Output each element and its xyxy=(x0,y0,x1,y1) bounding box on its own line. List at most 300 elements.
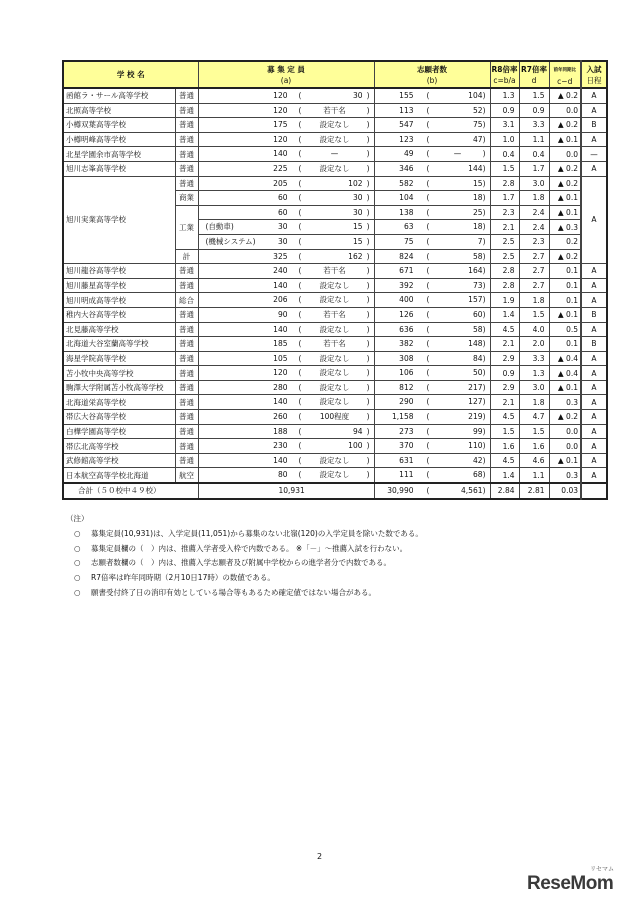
close-paren: ) xyxy=(482,295,486,305)
open-paren: ( xyxy=(426,251,430,261)
app-value: 582 xyxy=(399,178,414,188)
header-entry-label: 入試 xyxy=(586,64,602,74)
table-row xyxy=(63,351,607,366)
open-paren: ( xyxy=(298,236,302,246)
r7-ratio: 1.3 xyxy=(519,366,549,381)
open-paren: ( xyxy=(298,251,302,261)
app-paren-value: 157 xyxy=(468,295,483,305)
exam-schedule: A xyxy=(581,322,607,337)
capacity-cell xyxy=(198,220,374,235)
cap-value: 230 xyxy=(273,441,288,451)
open-paren: ( xyxy=(426,455,430,465)
close-paren: ) xyxy=(366,134,370,144)
app-paren-value: 217 xyxy=(468,382,483,392)
table-row xyxy=(63,161,607,176)
r8-ratio: 4.5 xyxy=(490,410,519,425)
course-type: 普通 xyxy=(175,380,198,395)
r7-ratio: 4.6 xyxy=(519,453,549,468)
r7-ratio: 1.5 xyxy=(519,424,549,439)
school-name: 旭川明成高等学校 xyxy=(63,293,175,308)
close-paren: ) xyxy=(366,339,370,349)
exam-schedule: A xyxy=(581,132,607,147)
total-capacity: 10,931 xyxy=(198,483,374,499)
total-label: 合計（５０校中４９校） xyxy=(63,483,198,499)
open-paren: ( xyxy=(298,280,302,290)
cap-value: 30 xyxy=(277,222,288,232)
close-paren: ) xyxy=(482,266,486,276)
applicants-cell xyxy=(374,439,490,454)
table-row xyxy=(63,118,607,133)
close-paren: ) xyxy=(366,295,370,305)
school-name: 北星学園余市高等学校 xyxy=(63,147,175,162)
app-value: 63 xyxy=(403,222,414,232)
app-value: 671 xyxy=(399,266,414,276)
applicants-cell xyxy=(374,395,490,410)
app-paren-value: 110 xyxy=(468,441,483,451)
r8-ratio: 0.9 xyxy=(490,366,519,381)
app-value: 308 xyxy=(399,353,414,363)
capacity-cell xyxy=(198,191,374,206)
close-paren: ) xyxy=(482,120,486,130)
app-value: 636 xyxy=(399,324,414,334)
header-applicants-label: 志願者数 xyxy=(417,64,447,74)
capacity-cell xyxy=(198,103,374,118)
close-paren: ) xyxy=(366,397,370,407)
r7-ratio: 3.3 xyxy=(519,351,549,366)
exam-schedule: A xyxy=(581,88,607,103)
close-paren: ) xyxy=(482,470,486,480)
close-paren: ) xyxy=(482,426,486,436)
app-value: 123 xyxy=(399,134,414,144)
app-paren-value: 73 xyxy=(472,280,483,290)
exam-schedule: B xyxy=(581,118,607,133)
r7-ratio: 1.8 xyxy=(519,191,549,206)
app-paren-value: 144 xyxy=(468,163,483,173)
course-type: 普通 xyxy=(175,147,198,162)
cap-paren-value: 若干名 xyxy=(323,105,346,115)
open-paren: ( xyxy=(298,266,302,276)
applicant-ratio-table xyxy=(62,60,608,500)
school-name: 旭川藤星高等学校 xyxy=(63,278,175,293)
ratio-diff: 0.3 xyxy=(549,468,581,483)
close-paren: ) xyxy=(366,368,370,378)
note-text: 願書受付終了日の消印有効としている場合等もあるため確定値ではない場合がある。 xyxy=(91,587,376,597)
cap-value: 80 xyxy=(277,470,288,480)
cap-value: 140 xyxy=(273,324,288,334)
note-bullet-icon: ○ xyxy=(74,573,81,583)
exam-schedule: A xyxy=(581,176,607,264)
app-value: 631 xyxy=(399,455,414,465)
cap-value: 260 xyxy=(273,412,288,422)
app-paren-value: 7 xyxy=(477,236,483,246)
exam-schedule: A xyxy=(581,439,607,454)
open-paren: ( xyxy=(298,470,302,480)
ratio-diff: ▲ 0.1 xyxy=(549,205,581,220)
exam-schedule: A xyxy=(581,395,607,410)
cap-paren-value: 102 xyxy=(348,178,363,188)
app-value: 370 xyxy=(399,441,414,451)
cap-value: 140 xyxy=(273,455,288,465)
r7-ratio: 1.1 xyxy=(519,132,549,147)
course-type: 普通 xyxy=(175,161,198,176)
exam-schedule: — xyxy=(581,147,607,162)
applicants-cell xyxy=(374,234,490,249)
school-name: 稚内大谷高等学校 xyxy=(63,307,175,322)
open-paren: ( xyxy=(426,163,430,173)
exam-schedule: A xyxy=(581,424,607,439)
app-paren-value: 84 xyxy=(472,353,483,363)
cap-value: 120 xyxy=(273,134,288,144)
applicants-cell xyxy=(374,176,490,191)
app-paren-value: 42 xyxy=(472,455,483,465)
header-school-label: 学 校 名 xyxy=(116,70,145,79)
app-value: 1,158 xyxy=(392,412,414,422)
open-paren: ( xyxy=(426,397,430,407)
note-bullet-icon: ○ xyxy=(74,587,81,597)
capacity-cell xyxy=(198,293,374,308)
header-diff-label: 前年同期比 xyxy=(553,67,576,73)
app-value: 812 xyxy=(399,382,414,392)
applicants-cell xyxy=(374,337,490,352)
cap-value: 206 xyxy=(273,295,288,305)
header-school xyxy=(63,61,198,88)
header-applicants xyxy=(374,61,490,88)
app-value: 273 xyxy=(399,426,414,436)
r8-ratio: 4.5 xyxy=(490,453,519,468)
open-paren: ( xyxy=(298,382,302,392)
r7-ratio: 2.7 xyxy=(519,278,549,293)
table-row xyxy=(63,337,607,352)
cap-value: 140 xyxy=(273,280,288,290)
cap-paren-value: 若干名 xyxy=(323,339,346,349)
course-type: 普通 xyxy=(175,88,198,103)
applicants-cell xyxy=(374,380,490,395)
r7-ratio: 2.4 xyxy=(519,205,549,220)
cap-paren-value: 設定なし xyxy=(319,470,350,480)
applicants-cell xyxy=(374,307,490,322)
open-paren: ( xyxy=(426,207,430,217)
close-paren: ) xyxy=(482,105,486,115)
note-bullet-icon: ○ xyxy=(74,558,81,568)
app-value: 824 xyxy=(399,251,414,261)
ratio-diff: ▲ 0.1 xyxy=(549,191,581,206)
cap-paren-value: 若干名 xyxy=(323,266,346,276)
close-paren: ) xyxy=(366,120,370,130)
course-type: 普通 xyxy=(175,410,198,425)
cap-paren-value: 30 xyxy=(352,91,363,100)
cap-paren-value: 設定なし xyxy=(319,382,350,392)
applicants-cell xyxy=(374,161,490,176)
close-paren: ) xyxy=(366,222,370,232)
cap-paren-value: 100 xyxy=(348,441,363,451)
exam-schedule: A xyxy=(581,278,607,293)
capacity-cell xyxy=(198,351,374,366)
r8-ratio: 2.8 xyxy=(490,264,519,279)
app-paren-value: 148 xyxy=(468,339,483,349)
cap-value: 140 xyxy=(273,149,288,159)
capacity-cell xyxy=(198,410,374,425)
r8-ratio: 2.5 xyxy=(490,249,519,264)
table-row xyxy=(63,307,607,322)
close-paren: ) xyxy=(366,266,370,276)
r8-ratio: 1.0 xyxy=(490,132,519,147)
open-paren: ( xyxy=(426,266,430,276)
close-paren: ) xyxy=(366,309,370,319)
school-name: 北海道栄高等学校 xyxy=(63,395,175,410)
open-paren: ( xyxy=(426,470,430,480)
open-paren: ( xyxy=(426,178,430,188)
open-paren: ( xyxy=(426,368,430,378)
r8-ratio: 3.1 xyxy=(490,118,519,133)
close-paren: ) xyxy=(482,353,486,363)
exam-schedule: B xyxy=(581,307,607,322)
close-paren: ) xyxy=(482,309,486,319)
ratio-diff: ▲ 0.4 xyxy=(549,351,581,366)
applicants-cell xyxy=(374,88,490,103)
note-item xyxy=(66,556,423,571)
exam-schedule: A xyxy=(581,293,607,308)
r7-ratio: 4.0 xyxy=(519,322,549,337)
r8-ratio: 0.9 xyxy=(490,103,519,118)
app-value: 382 xyxy=(399,339,414,349)
header-r8-label: R8倍率 xyxy=(491,64,518,74)
r8-ratio: 4.5 xyxy=(490,322,519,337)
capacity-cell xyxy=(198,176,374,191)
open-paren: ( xyxy=(298,353,302,363)
total-entry xyxy=(581,483,607,499)
ratio-diff: 0.1 xyxy=(549,293,581,308)
cap-paren-value: 15 xyxy=(352,222,363,232)
course-type: 航空 xyxy=(175,468,198,483)
r8-ratio: 2.9 xyxy=(490,380,519,395)
ratio-diff: ▲ 0.1 xyxy=(549,453,581,468)
open-paren: ( xyxy=(298,339,302,349)
cap-paren-value: 94 xyxy=(352,426,363,436)
capacity-cell xyxy=(198,147,374,162)
course-type: 普通 xyxy=(175,322,198,337)
capacity-cell xyxy=(198,132,374,147)
app-value: 155 xyxy=(399,91,414,100)
app-paren-value: 58 xyxy=(472,251,483,261)
ratio-diff: ▲ 0.2 xyxy=(549,176,581,191)
open-paren: ( xyxy=(426,149,430,159)
school-name: 苫小牧中央高等学校 xyxy=(63,366,175,381)
capacity-cell xyxy=(198,161,374,176)
app-paren-value: 60 xyxy=(472,309,483,319)
close-paren: ) xyxy=(366,236,370,246)
r7-ratio: 1.8 xyxy=(519,395,549,410)
app-value: 106 xyxy=(399,368,414,378)
cap-paren-value: 設定なし xyxy=(319,455,350,465)
cap-value: 225 xyxy=(273,163,288,173)
applicants-cell xyxy=(374,453,490,468)
applicants-cell xyxy=(374,278,490,293)
total-app-paren: 4,561 xyxy=(461,486,483,496)
capacity-cell xyxy=(198,468,374,483)
applicants-cell xyxy=(374,191,490,206)
close-paren: ) xyxy=(482,280,486,290)
r8-ratio: 1.4 xyxy=(490,307,519,322)
exam-schedule: A xyxy=(581,468,607,483)
applicants-cell xyxy=(374,366,490,381)
capacity-cell xyxy=(198,322,374,337)
cap-value: 90 xyxy=(277,309,288,319)
ratio-diff: ▲ 0.2 xyxy=(549,88,581,103)
open-paren: ( xyxy=(298,178,302,188)
cap-paren-value: 100程度 xyxy=(319,412,350,422)
app-value: 400 xyxy=(399,295,414,305)
course-type: 普通 xyxy=(175,278,198,293)
close-paren: ) xyxy=(366,412,370,422)
applicants-cell xyxy=(374,322,490,337)
app-value: 346 xyxy=(399,163,414,173)
exam-schedule: B xyxy=(581,337,607,352)
subcourse-label: (機械システム) xyxy=(205,236,256,246)
cap-paren-value: 設定なし xyxy=(319,134,350,144)
header-r7 xyxy=(519,61,549,88)
open-paren: ( xyxy=(298,222,302,232)
open-paren: ( xyxy=(426,309,430,319)
close-paren: ) xyxy=(366,441,370,451)
note-bullet-icon: ○ xyxy=(74,528,81,538)
course-type: 普通 xyxy=(175,103,198,118)
cap-paren-value: 設定なし xyxy=(319,324,350,334)
close-paren: ) xyxy=(482,178,486,188)
close-paren: ) xyxy=(482,222,486,232)
close-paren: ) xyxy=(482,455,486,465)
open-paren: ( xyxy=(426,222,430,232)
r8-ratio: 1.3 xyxy=(490,88,519,103)
applicants-cell xyxy=(374,220,490,235)
ratio-diff: 0.3 xyxy=(549,395,581,410)
r8-ratio: 1.5 xyxy=(490,161,519,176)
app-paren-value: 127 xyxy=(468,397,483,407)
r8-ratio: 0.4 xyxy=(490,147,519,162)
school-name: 武修館高等学校 xyxy=(63,453,175,468)
applicants-cell xyxy=(374,468,490,483)
r7-ratio: 3.0 xyxy=(519,176,549,191)
course-type: 計 xyxy=(175,249,198,264)
r7-ratio: 1.5 xyxy=(519,88,549,103)
header-entry-sub: 日程 xyxy=(586,75,602,85)
course-type: 普通 xyxy=(175,132,198,147)
open-paren: ( xyxy=(298,163,302,173)
school-name: 旭川龍谷高等学校 xyxy=(63,264,175,279)
school-name: 帯広北高等学校 xyxy=(63,439,175,454)
open-paren: ( xyxy=(426,236,430,246)
table-row xyxy=(63,395,607,410)
open-paren: ( xyxy=(426,134,430,144)
open-paren: ( xyxy=(426,441,430,451)
course-type: 普通 xyxy=(175,453,198,468)
app-value: 547 xyxy=(399,120,414,130)
open-paren: ( xyxy=(426,193,430,203)
notes xyxy=(66,512,423,601)
open-paren: ( xyxy=(298,309,302,319)
ratio-diff: 0.0 xyxy=(549,439,581,454)
close-paren: ) xyxy=(482,441,486,451)
app-paren-value: 18 xyxy=(472,222,483,232)
close-paren: ) xyxy=(366,280,370,290)
total-r7: 2.81 xyxy=(519,483,549,499)
total-row xyxy=(63,483,607,499)
course-type: 普通 xyxy=(175,424,198,439)
subcourse-label: (自動車) xyxy=(205,222,234,232)
cap-paren-value: 設定なし xyxy=(319,163,350,173)
table-row xyxy=(63,439,607,454)
r8-ratio: 2.1 xyxy=(490,337,519,352)
ratio-diff: 0.0 xyxy=(549,147,581,162)
exam-schedule: A xyxy=(581,103,607,118)
exam-schedule: A xyxy=(581,351,607,366)
r8-ratio: 1.9 xyxy=(490,293,519,308)
close-paren: ) xyxy=(482,236,486,246)
open-paren: ( xyxy=(298,207,302,217)
app-paren-value: 99 xyxy=(472,426,483,436)
r8-ratio: 1.5 xyxy=(490,424,519,439)
applicants-cell xyxy=(374,103,490,118)
total-applicants xyxy=(374,483,490,499)
app-paren-value: 50 xyxy=(472,368,483,378)
school-name: 小樽双葉高等学校 xyxy=(63,118,175,133)
table-row xyxy=(63,264,607,279)
capacity-cell xyxy=(198,205,374,220)
cap-value: 188 xyxy=(273,426,288,436)
school-name: 北照高等学校 xyxy=(63,103,175,118)
close-paren: ) xyxy=(366,455,370,465)
r8-ratio: 1.6 xyxy=(490,439,519,454)
course-type: 普通 xyxy=(175,264,198,279)
applicants-cell xyxy=(374,293,490,308)
school-name: 帯広大谷高等学校 xyxy=(63,410,175,425)
applicants-cell xyxy=(374,351,490,366)
header-r8 xyxy=(490,61,519,88)
ratio-diff: ▲ 0.2 xyxy=(549,118,581,133)
cap-value: 60 xyxy=(277,193,288,203)
open-paren: ( xyxy=(426,105,430,115)
open-paren: ( xyxy=(298,134,302,144)
table-row xyxy=(63,278,607,293)
header-capacity xyxy=(198,61,374,88)
logo-kana: リセマム xyxy=(590,866,614,873)
app-value: 290 xyxy=(399,397,414,407)
cap-value: 105 xyxy=(273,353,288,363)
ratio-diff: 0.2 xyxy=(549,234,581,249)
open-paren: ( xyxy=(426,339,430,349)
note-item xyxy=(66,542,423,557)
table-row xyxy=(63,453,607,468)
capacity-cell xyxy=(198,424,374,439)
exam-schedule: A xyxy=(581,453,607,468)
table-row xyxy=(63,410,607,425)
open-paren: ( xyxy=(426,295,430,305)
r7-ratio: 2.3 xyxy=(519,234,549,249)
r7-ratio: 0.4 xyxy=(519,147,549,162)
open-paren: ( xyxy=(298,412,302,422)
ratio-diff: ▲ 0.1 xyxy=(549,380,581,395)
r8-ratio: 2.1 xyxy=(490,395,519,410)
open-paren: ( xyxy=(426,382,430,392)
total-app-value: 30,990 xyxy=(387,486,414,496)
header-r7-sub: d xyxy=(531,75,537,85)
applicants-cell xyxy=(374,424,490,439)
cap-paren-value: 設定なし xyxy=(319,120,350,130)
open-paren: ( xyxy=(426,412,430,422)
note-text: 募集定員欄の（ ）内は、推薦入学者受入枠で内数である。 ※「－」～推薦入試を行わない。 xyxy=(91,543,408,553)
open-paren: ( xyxy=(298,295,302,305)
header-row xyxy=(63,61,607,88)
note-bullet-icon: ○ xyxy=(74,543,81,553)
